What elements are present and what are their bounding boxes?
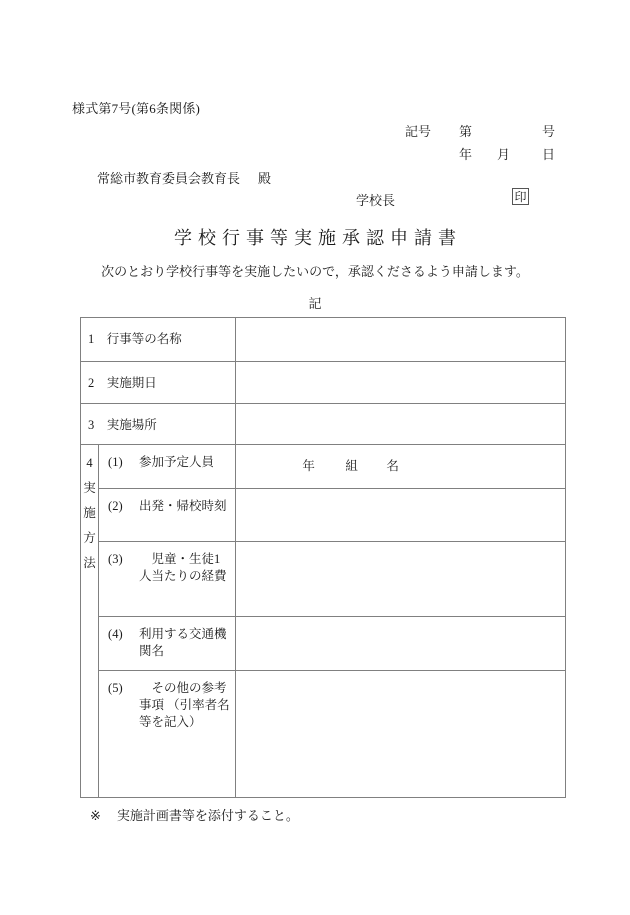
table-row [81,318,566,362]
section4-char-1: 施 [83,506,96,520]
section4-item-value-4[interactable] [236,617,566,671]
document-symbol-label: 記号 [405,124,432,139]
addressee-line [97,168,271,187]
ki-mark: 記 [308,296,322,311]
table-row [81,489,566,542]
table-row [81,671,566,798]
date-row [459,144,555,163]
table-row [81,617,566,671]
row-label-3: 3 実施場所 [88,418,157,432]
form-number: 様式第7号(第6条関係) [72,101,201,116]
section4-item-label-3: (3) 児童・生徒1人当たりの経費 [108,552,227,583]
document-number-suffix: 号 [542,124,556,139]
table-row [81,362,566,404]
section4-number: 4 [86,456,93,470]
row-value-2[interactable] [236,362,566,404]
footnote [90,805,299,824]
application-table [80,317,566,798]
section4-item-value-1[interactable] [236,445,566,489]
section4-item-value-2[interactable] [236,489,566,542]
section4-item-label-4: (4) 利用する交通機関名 [108,627,227,658]
section4-char-2: 方 [83,531,96,545]
section4-vertical-label [81,445,99,798]
year-label: 年 [459,147,473,162]
section4-item-label-1: (1) 参加予定人員 [108,455,215,469]
table-row [81,404,566,445]
footnote-mark: ※ [90,808,101,823]
section4-item-value-5[interactable] [236,671,566,798]
footnote-text: 実施計画書等を添付すること。 [116,808,299,823]
section4-char-0: 実 [83,481,96,495]
document-number-prefix: 第 [459,124,473,139]
section4-item-label-2: (2) 出発・帰校時刻 [108,499,227,513]
addressee-name: 常総市教育委員会教育長 [97,171,241,186]
applicant-title: 学校長 [356,193,396,208]
page-title: 学校行事等実施承認申請書 [174,228,462,248]
section4-item-label-5: (5) その他の参考事項 （引率者名等を記入） [108,681,230,729]
row-label-2: 2 実施期日 [88,376,157,390]
section4-char-3: 法 [83,556,96,570]
day-label: 日 [542,147,556,162]
intro-text: 次のとおり学校行事等を実施したいので，承認くださるよう申請します。 [101,264,529,279]
table-row [81,445,566,489]
row-value-3[interactable] [236,404,566,445]
value-count-unit: 名 [386,459,399,473]
addressee-honorific: 殿 [258,171,272,186]
row-label-1: 1 行事等の名称 [88,332,182,346]
row-value-1[interactable] [236,318,566,362]
document-symbol-row [405,121,555,140]
table-row [81,542,566,617]
month-label: 月 [497,147,511,162]
section4-item-value-3[interactable] [236,542,566,617]
value-class-unit: 組 [345,459,358,473]
value-year-unit: 年 [302,459,315,473]
seal-stamp-icon: 印 [512,188,529,205]
